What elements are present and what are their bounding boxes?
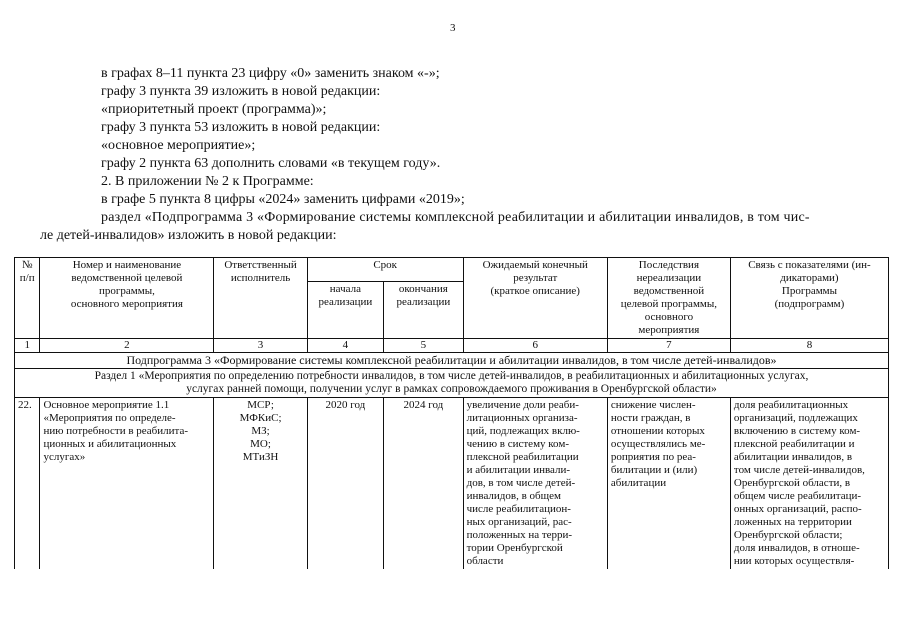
- text-line-7: 2. В приложении № 2 к Программе:: [101, 174, 314, 189]
- header-result: Ожидаемый конечный результат (краткое описание): [463, 258, 607, 339]
- row-result: увеличение доли реаби- литационных организа- ций, подлежащих вклю- чению в систему ком- плексной реабилитации и абилитации инвали- дов, в том числе детей- инвалидов, в общем числе реабилитацион- ных организаций, рас- положенных на терри- тории Оренбургской области: [463, 398, 607, 570]
- text-line-8: в графе 5 пункта 8 цифры «2024» заменить цифрами «2019»;: [101, 192, 465, 207]
- text-line-9: раздел «Подпрограмма 3 «Формирование системы комплексной реабилитации и абилитации инвалидов, в том чис-: [101, 210, 810, 225]
- colnum-6: 6: [463, 339, 607, 353]
- text-line-6: графу 2 пункта 63 дополнить словами «в текущем году».: [101, 156, 441, 171]
- text-line-2: графу 3 пункта 39 изложить в новой редакции:: [101, 84, 381, 99]
- colnum-8: 8: [730, 339, 888, 353]
- colnum-7: 7: [607, 339, 730, 353]
- text-line-1: в графах 8–11 пункта 23 цифру «0» заменить знаком «-»;: [101, 66, 440, 81]
- header-term: Срок: [307, 258, 463, 282]
- text-line-3: «приоритетный проект (программа)»;: [101, 102, 327, 117]
- row-name: Основное мероприятие 1.1 «Мероприятия по определе- нию потребности в реабилита- ционных и абилитационных услугах»: [40, 398, 214, 570]
- row-consequences: снижение числен- ности граждан, в отношении которых осуществлялись ме- роприятия по реа- билитации и (или) абилитации: [607, 398, 730, 570]
- program-table: [14, 257, 889, 569]
- row-end: 2024 год: [384, 398, 464, 570]
- colnum-5: 5: [384, 339, 464, 353]
- text-line-4: графу 3 пункта 53 изложить в новой редакции:: [101, 120, 381, 135]
- text-line-5: «основное мероприятие»;: [101, 138, 256, 153]
- header-end: окончания реализации: [384, 282, 464, 339]
- header-row-1: [15, 258, 889, 282]
- text-line-10: ле детей-инвалидов» изложить в новой редакции:: [40, 228, 337, 243]
- section-row: [15, 369, 889, 398]
- row-num: 22.: [15, 398, 40, 570]
- colnum-4: 4: [307, 339, 383, 353]
- row-start: 2020 год: [307, 398, 383, 570]
- table-row: [15, 398, 889, 570]
- header-name: Номер и наименование ведомственной целевой программы, основного мероприятия: [40, 258, 214, 339]
- page-number: 3: [450, 22, 456, 34]
- colnum-3: 3: [214, 339, 307, 353]
- column-number-row: [15, 339, 889, 353]
- section-title: Раздел 1 «Мероприятия по определению потребности инвалидов, в том числе детей-инвалидов, в реабилитационных и абилитационных услугах, услугах ранней помощи, получении услуг в рамках сопровождаемого проживания в Оренбургской области»: [15, 369, 889, 398]
- colnum-1: 1: [15, 339, 40, 353]
- subprogram-title: Подпрограмма 3 «Формирование системы комплексной реабилитации и абилитации инвалидов, в том числе детей-инвалидов»: [15, 353, 889, 369]
- subprogram-row: [15, 353, 889, 369]
- header-num: № п/п: [15, 258, 40, 339]
- header-consequences: Последствия нереализации ведомственной целевой программы, основного мероприятия: [607, 258, 730, 339]
- header-link: Связь с показателями (ин- дикаторами) Программы (подпрограмм): [730, 258, 888, 339]
- header-start: начала реализации: [307, 282, 383, 339]
- header-executor: Ответственный исполнитель: [214, 258, 307, 339]
- colnum-2: 2: [40, 339, 214, 353]
- row-link: доля реабилитационных организаций, подлежащих включению в систему ком- плексной реабилитации и абилитации инвалидов, в том числе детей-инвалидов, Оренбургской области, в общем числе реабилитаци- онных организаций, распо- ложенных на территории Оренбургской области; доля инвалидов, в отноше- нии которых осуществля-: [730, 398, 888, 570]
- row-executor: МСР; МФКиС; МЗ; МО; МТиЗН: [214, 398, 307, 570]
